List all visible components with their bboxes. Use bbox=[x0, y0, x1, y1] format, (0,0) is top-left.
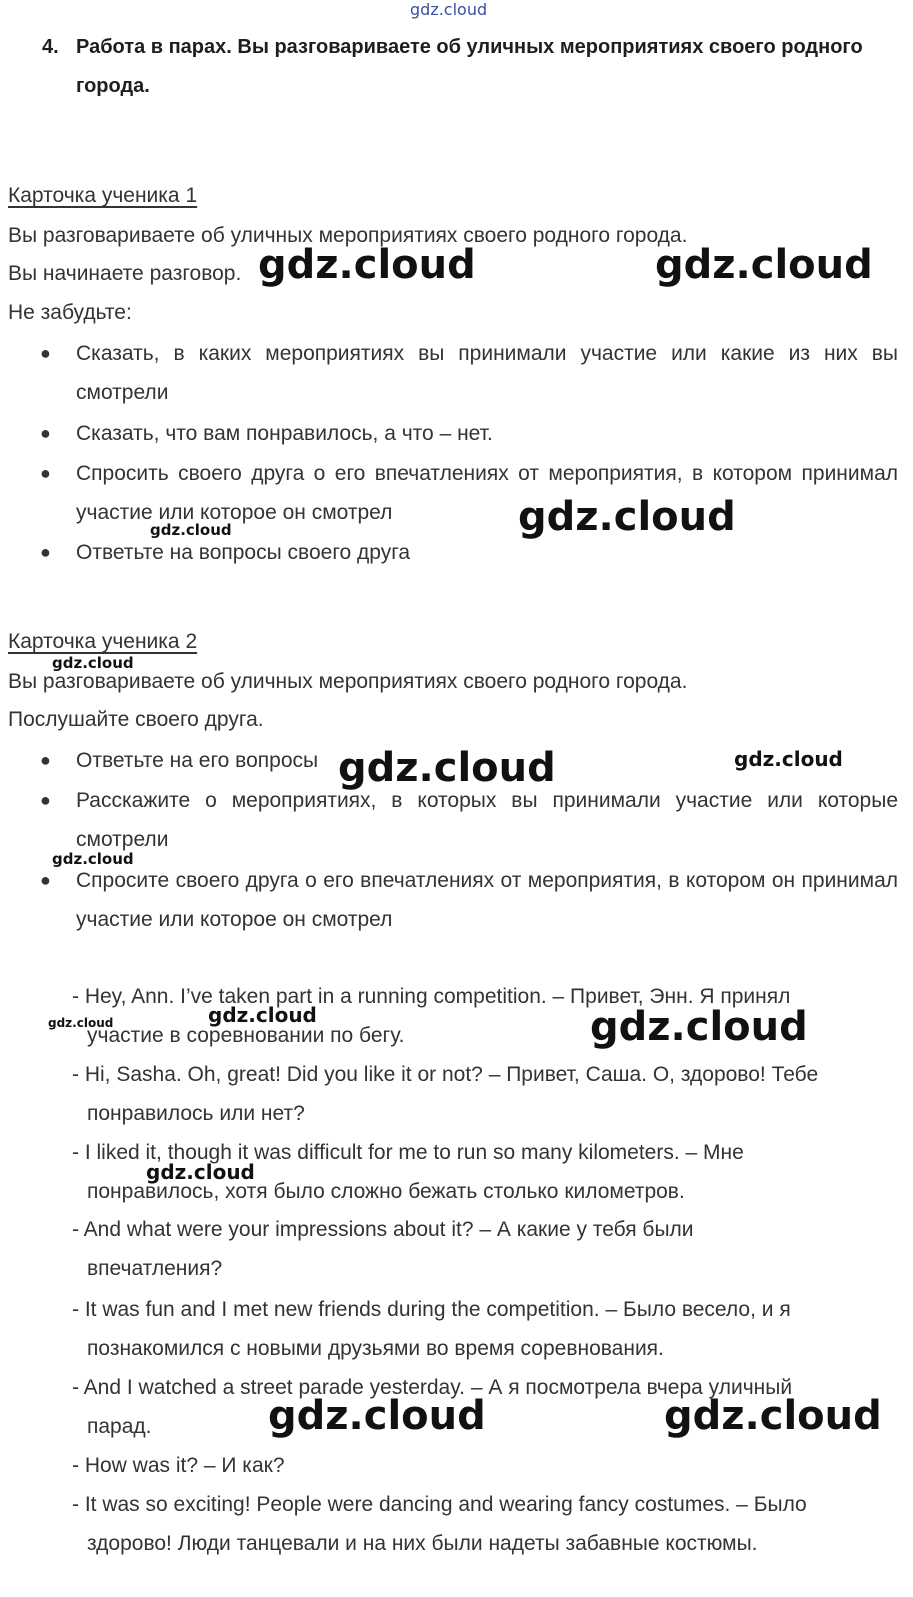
card2-bullet: ● Расскажите о мероприятиях, в которых вы принимали участие или которые смотрели bbox=[40, 781, 898, 859]
watermark: gdz.cloud bbox=[590, 1004, 808, 1050]
dialogue-line: - And I watched a street parade yesterday. – А я посмотрела вчера уличный парад. bbox=[72, 1376, 793, 1438]
card1-line: Вы начинаете разговор. bbox=[8, 262, 242, 285]
bullet-icon: ● bbox=[40, 542, 51, 562]
bullet-icon: ● bbox=[40, 870, 51, 890]
card1-heading: Карточка ученика 1 bbox=[8, 184, 198, 207]
dialogue-line: - How was it? – И как? bbox=[72, 1454, 285, 1477]
watermark: gdz.cloud bbox=[48, 1016, 114, 1030]
dialogue-line: - Hey, Ann. I’ve taken part in a running competition. – Привет, Энн. Я принял участие в соревновании по бегу. bbox=[72, 985, 791, 1047]
dialogue-line: - It was fun and I met new friends during the competition. – Было весело, и я познакомился с новыми друзьями во время соревнования. bbox=[72, 1298, 791, 1360]
bullet-icon: ● bbox=[40, 463, 51, 483]
card2-heading: Карточка ученика 2 bbox=[8, 630, 198, 653]
task-number: 4. bbox=[42, 36, 59, 58]
bullet-icon: ● bbox=[40, 750, 51, 770]
watermark: gdz.cloud bbox=[664, 1393, 882, 1439]
watermark: gdz.cloud bbox=[655, 242, 873, 288]
dialogue-line: - It was so exciting! People were dancing and wearing fancy costumes. – Было здорово! Люди танцевали и на них были надеты забавные костюмы. bbox=[72, 1493, 807, 1555]
watermark: gdz.cloud bbox=[52, 654, 134, 672]
card2-bullet: ● Спросите своего друга о его впечатлениях от мероприятия, в котором он принимал участие или которое он смотрел bbox=[40, 861, 898, 939]
watermark: gdz.cloud bbox=[258, 242, 476, 288]
card1-line: Вы разговариваете об уличных мероприятиях своего родного города. bbox=[8, 224, 688, 247]
watermark: gdz.cloud bbox=[410, 0, 488, 19]
card2-line: Послушайте своего друга. bbox=[8, 708, 264, 731]
card1-bullet: ● Сказать, в каких мероприятиях вы принимали участие или какие из них вы смотрели bbox=[40, 334, 898, 412]
card1-bullet: ● Спросить своего друга о его впечатлениях от мероприятия, в котором принимал участие или которое он смотрел bbox=[40, 454, 898, 532]
watermark: gdz.cloud bbox=[518, 494, 736, 540]
watermark: gdz.cloud bbox=[734, 747, 843, 771]
bullet-icon: ● bbox=[40, 343, 51, 363]
card1-line: Не забудьте: bbox=[8, 301, 132, 324]
card1-bullet: ● Сказать, что вам понравилось, а что – нет. bbox=[40, 414, 898, 453]
watermark: gdz.cloud bbox=[146, 1160, 255, 1184]
watermark: gdz.cloud bbox=[208, 1003, 317, 1027]
task-title-text: Работа в парах. Вы разговариваете об уличных мероприятиях своего родного города. bbox=[76, 36, 863, 97]
card2-bullet: ● Ответьте на его вопросы bbox=[40, 741, 898, 780]
watermark: gdz.cloud bbox=[52, 850, 134, 868]
dialogue-line: - And what were your impressions about it? – А какие у тебя были впечатления? bbox=[72, 1218, 694, 1280]
dialogue-line: - I liked it, though it was difficult for me to run so many kilometers. – Мне понравилось, хотя было сложно бежать столько километров. bbox=[72, 1141, 744, 1203]
watermark: gdz.cloud bbox=[338, 745, 556, 791]
card2-line: Вы разговариваете об уличных мероприятиях своего родного города. bbox=[8, 670, 688, 693]
bullet-icon: ● bbox=[40, 790, 51, 810]
dialogue-line: - Hi, Sasha. Oh, great! Did you like it or not? – Привет, Саша. О, здорово! Тебе понравилось или нет? bbox=[72, 1063, 819, 1125]
watermark: gdz.cloud bbox=[150, 521, 232, 539]
watermark: gdz.cloud bbox=[268, 1393, 486, 1439]
bullet-icon: ● bbox=[40, 423, 51, 443]
task-title bbox=[42, 28, 900, 106]
card1-bullet: ● Ответьте на вопросы своего друга bbox=[40, 533, 898, 572]
